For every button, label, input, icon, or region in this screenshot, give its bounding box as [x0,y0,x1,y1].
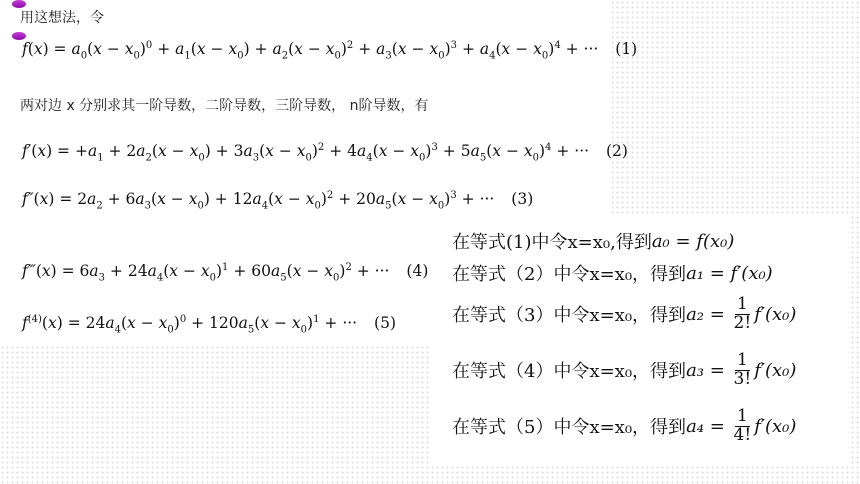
result-rhs: f′(x₀) [730,262,773,284]
fraction [734,296,752,333]
result-lhs: a₀ [651,230,670,252]
result-prefix: 在等式（4）中令x=x₀，得到 [452,361,687,383]
equation-tag: (3) [511,190,534,209]
derivation-text: 两对边 x 分别求其一阶导数，二阶导数，三阶导数， n阶导数，有 [20,98,429,114]
result-line-3: 在等式（3）中令x=x₀，得到 a₂ = $\frac{1}{2!}$ f′(x₀) [452,294,797,333]
fraction [734,352,752,389]
fraction-numerator: 1 [736,406,748,426]
result-rhs: f(x₀) [696,230,735,252]
result-line-5: 在等式（5）中令x=x₀，得到 a₄ = $\frac{1}{4!}$ f′(x₀) [452,406,797,445]
equation-3: $f''(x) = 2a_2 + 6a_3(x - x_0) + 12a_4(x - x_0)^2 + 20a_5(x - x_0)^3$ + ··· (3) [22,190,534,212]
result-rhs: f′(x₀) [754,303,797,325]
result-lhs: a₄ [686,415,705,437]
bullet-icon [12,32,26,40]
result-lhs: a₁ [686,262,705,284]
result-prefix: 在等式（3）中令x=x₀，得到 [452,305,687,327]
equation-tag: (2) [605,142,628,161]
intro-text: 用这想法，令 [20,10,104,26]
equation-5: $f^{(4)}(x) = 24a_4(x - x_0)^0 + 120a_5(x - x_0)^1$ + ··· (5) [22,314,397,336]
fraction [734,408,752,445]
result-line-4: 在等式（4）中令x=x₀，得到 a₃ = $\frac{1}{3!}$ f′(x₀) [452,350,797,389]
equation-2: $f'(x) = +a_1 + 2a_2(x - x_0) + 3a_3(x - x_0)^2 + 4a_4(x - x_0)^3 + 5a_5(x - x_0)^4$ + ··· (2) [22,142,628,164]
result-prefix: 在等式（2）中令x=x₀，得到 [452,264,687,285]
result-prefix: 在等式(1)中令x=x₀,得到 [452,232,652,253]
fraction-denominator: 2! [733,312,752,333]
fraction-numerator: 1 [736,294,748,314]
result-lhs: a₃ [686,359,705,381]
result-rhs: f′(x₀) [754,359,797,381]
result-lhs: a₂ [686,303,705,325]
fraction-denominator: 4! [733,424,752,445]
equation-1: $f(x) = a_0(x - x_0)^0 + a_1(x - x_0) + a_2(x - x_0)^2 + a_3(x - x_0)^3 + a_4(x - x_0)^4$ + ··· (1) [22,40,638,62]
equation-tag: (1) [615,40,638,59]
equation-tag: (5) [374,314,397,333]
fraction-denominator: 3! [733,368,752,389]
fraction-numerator: 1 [736,350,748,370]
result-line-1: 在等式(1)中令x=x₀,得到 a₀ = f(x₀) [452,228,734,254]
equation-tag: (4) [406,262,429,281]
result-line-2: 在等式（2）中令x=x₀，得到 a₁ = f′(x₀) [452,260,773,286]
result-rhs: f′(x₀) [754,415,797,437]
result-prefix: 在等式（5）中令x=x₀，得到 [452,417,687,439]
equation-4: f‴(x) = $6a_3 + 24a_4(x - x_0)^1 + 60a_5(x - x_0)^2$ + ··· (4) [22,262,429,284]
